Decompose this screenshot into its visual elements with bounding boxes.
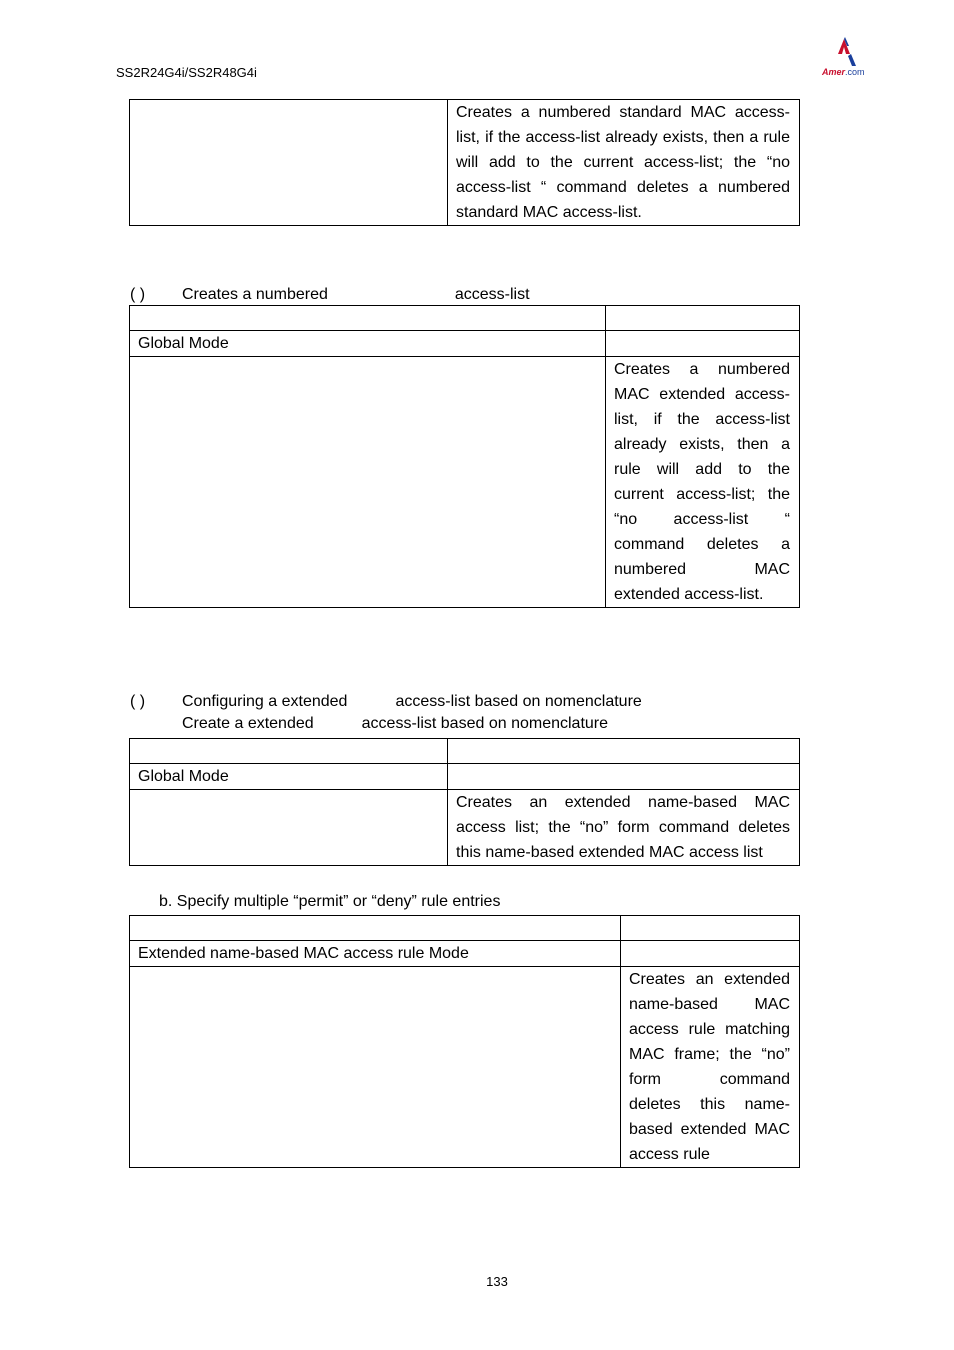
- logo-triangle-icon: [818, 36, 878, 70]
- table-row: [130, 331, 800, 357]
- description-cell: Creates a numbered standard MAC access-list, if the access-list already exists, then a rule will add to the current access-list; the “no access-list “ command deletes a numbered standard MAC access-list.: [448, 100, 800, 226]
- description-cell: Creates an extended name-based MAC access list; the “no” form command deletes this name-based extended MAC access list: [448, 790, 800, 866]
- document-header-title: SS2R24G4i/SS2R48G4i: [116, 65, 257, 80]
- page-number: 133: [486, 1274, 508, 1289]
- mode-cell: Global Mode: [130, 764, 448, 790]
- standard-mac-acl-table: [129, 99, 800, 226]
- table-row: [130, 916, 800, 941]
- command-cell: [130, 357, 606, 608]
- description-cell: Creates a numbered MAC extended access-list, if the access-list already exists, then a rule will add to the current access-list; the “no access-list “ command deletes a numbered MAC extended access-list.: [606, 357, 800, 608]
- sub-heading-create-extended: Create a extended access-list based on nomenclature: [182, 715, 609, 732]
- logo-wordmark: Amer.com: [822, 67, 865, 77]
- command-cell: [130, 790, 448, 866]
- table-row: [130, 739, 800, 764]
- table-row: [130, 941, 800, 967]
- extended-mac-access-rule-table: [129, 915, 800, 1168]
- section-heading-numbered-extended: ( ) Creates a numbered access-list: [130, 286, 530, 303]
- command-cell: [130, 967, 621, 1168]
- company-logo: [818, 36, 878, 82]
- table-row: [130, 764, 800, 790]
- table-row: [130, 306, 800, 331]
- table-row: [130, 100, 800, 226]
- description-cell: Creates an extended name-based MAC access rule matching MAC frame; the “no” form command deletes this name-based extended MAC access rule: [621, 967, 800, 1168]
- name-based-extended-mac-acl-table: [129, 738, 800, 866]
- mode-cell: Extended name-based MAC access rule Mode: [130, 941, 621, 967]
- table-row: [130, 790, 800, 866]
- table-row: [130, 357, 800, 608]
- mode-cell: Global Mode: [130, 331, 606, 357]
- section-heading-nomenclature: ( ) Configuring a extended access-list based on nomenclature: [130, 693, 642, 710]
- numbered-extended-mac-acl-table: [129, 305, 800, 608]
- command-cell: [130, 100, 448, 226]
- table-row: [130, 967, 800, 1168]
- section-heading-rule-entries: b. Specify multiple “permit” or “deny” rule entries: [159, 893, 501, 910]
